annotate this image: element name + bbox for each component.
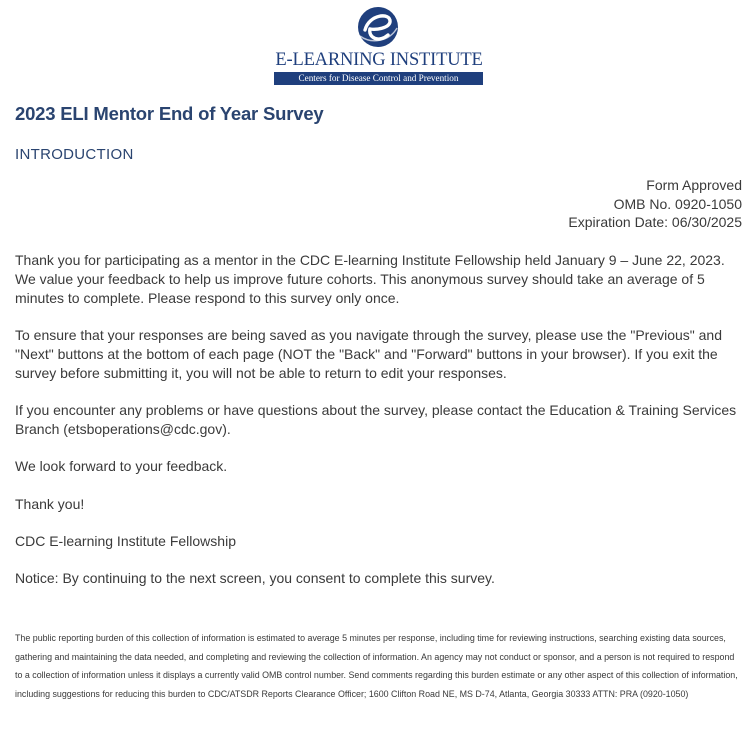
intro-paragraph-navigation: To ensure that your responses are being saved as you navigate through the survey, please use the "Previous" and "Next" buttons at the bottom of each page (NOT the "Back" and "Forward" buttons in your browser). If you exit the survey before submitting it, you will not be able to return to edit your responses. — [15, 326, 723, 381]
intro-paragraph-signature: CDC E-learning Institute Fellowship — [15, 532, 236, 549]
consent-notice: Notice: By continuing to the next screen, you consent to complete this survey. — [15, 570, 495, 587]
omb-number: OMB No. 0920-1050 — [613, 195, 742, 212]
intro-paragraph-thank-you: Thank you! — [15, 495, 85, 512]
intro-paragraph-thanks: Thank you for participating as a mentor in the CDC E-learning Institute Fellowship held January 9 – June 22, 2023. We value your feedback to help us improve future cohorts. This anonymous survey should take an average of 5 minutes to complete. Please respond to this survey only once. — [15, 252, 725, 306]
omb-block — [568, 176, 742, 232]
eli-logo — [271, 6, 485, 82]
intro-paragraph-feedback: We look forward to your feedback. — [15, 458, 228, 475]
intro-text — [15, 251, 740, 607]
burden-statement: The public reporting burden of this collection of information is estimated to average 5 minutes per response, including time for reviewing instructions, searching existing data sources, gathering and maintaining the data needed, and completing and reviewing the collection of information. An agency may not conduct or sponsor, and a person is not required to respond to a collection of information unless it displays a currently valid OMB control number. Send comments regarding this burden estimate or any other aspect of this collection of information, including suggestions for reducing this burden to CDC/ATSDR Reports Clearance Officer; 1600 Clifton Road NE, MS D-74, Atlanta, Georgia 30333 ATTN: PRA (0920-1050) — [15, 633, 738, 699]
logo-subtitle: Centers for Disease Control and Prevention — [274, 72, 483, 85]
intro-paragraph-contact: If you encounter any problems or have questions about the survey, please contact the Education & Training Services Branch (etsboperations@cdc.gov). — [15, 401, 737, 437]
logo-title: E-LEARNING INSTITUTE — [275, 50, 483, 70]
page-title: 2023 ELI Mentor End of Year Survey — [15, 103, 324, 124]
e-learning-e-icon — [357, 6, 399, 48]
section-heading: INTRODUCTION — [15, 146, 134, 163]
form-approved-label: Form Approved — [646, 177, 742, 193]
expiration-date: Expiration Date: 06/30/2025 — [568, 214, 742, 230]
